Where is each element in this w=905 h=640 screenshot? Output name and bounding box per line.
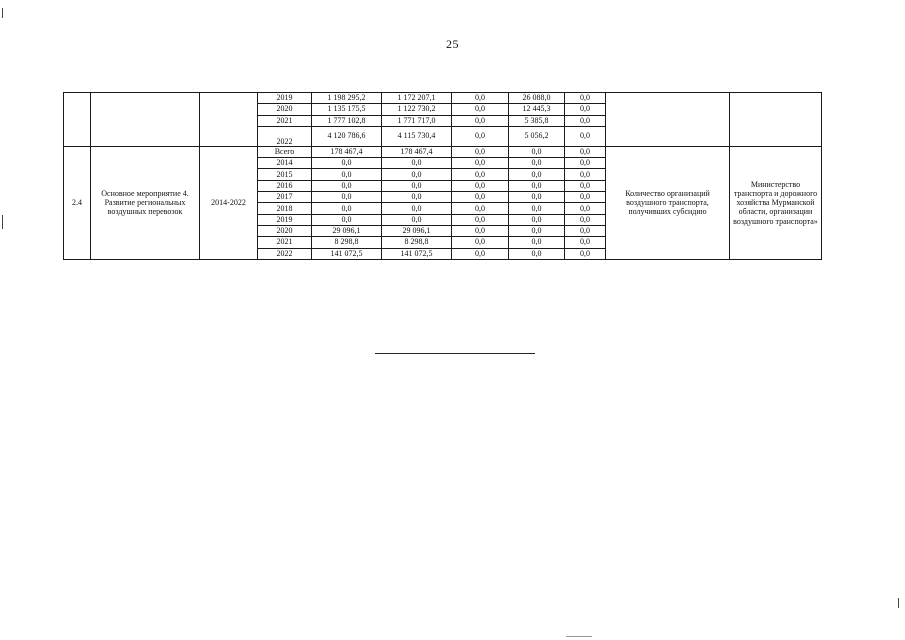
scan-footer-mark [566, 636, 592, 637]
cell-total: 29 096,1 [312, 225, 382, 236]
cell-local: 26 088,0 [509, 93, 565, 104]
activity-name: Основное мероприятие 4. Развитие региональных воздушных перевозок [91, 146, 200, 259]
cell-total: 1 777 102,8 [312, 115, 382, 126]
cell-local: 5 385,8 [509, 115, 565, 126]
cell-federal: 0,0 [452, 158, 509, 169]
cell-local: 0,0 [509, 225, 565, 236]
cell-total: 0,0 [312, 192, 382, 203]
cell-federal: 0,0 [452, 104, 509, 115]
cell-regional: 178 467,4 [382, 146, 452, 157]
cell-other: 0,0 [565, 180, 606, 191]
cell-regional: 0,0 [382, 180, 452, 191]
cell-regional: 0,0 [382, 169, 452, 180]
cell-other: 0,0 [565, 214, 606, 225]
scan-margin-mark [2, 215, 3, 229]
cell-year: 2014 [258, 158, 312, 169]
cell-year: 2018 [258, 203, 312, 214]
cell-year: 2016 [258, 180, 312, 191]
cell-other: 0,0 [565, 126, 606, 146]
cell-local: 0,0 [509, 237, 565, 248]
cell-federal: 0,0 [452, 225, 509, 236]
cell-federal: 0,0 [452, 146, 509, 157]
cell-other: 0,0 [565, 169, 606, 180]
cell-total: 178 467,4 [312, 146, 382, 157]
cell-year: 2020 [258, 225, 312, 236]
cell-other: 0,0 [565, 203, 606, 214]
cell-federal: 0,0 [452, 126, 509, 146]
cell-other: 0,0 [565, 158, 606, 169]
activity-executor: Министерство транспорта и дорожного хозяйства Мурманской области, организации воздушного транспорта» [730, 146, 822, 259]
cell-total: 0,0 [312, 214, 382, 225]
cell-total: 141 072,5 [312, 248, 382, 259]
cell-federal: 0,0 [452, 248, 509, 259]
cell-federal: 0,0 [452, 203, 509, 214]
cell-total: 1 135 175,5 [312, 104, 382, 115]
cell-local: 0,0 [509, 248, 565, 259]
scan-margin-mark [898, 598, 899, 608]
activity-period: 2014-2022 [200, 146, 258, 259]
cell-total: 8 298,8 [312, 237, 382, 248]
cell-federal: 0,0 [452, 93, 509, 104]
activity-number: 2.4 [64, 146, 91, 259]
cell-local: 0,0 [509, 169, 565, 180]
cell-period-empty [200, 93, 258, 147]
cell-other: 0,0 [565, 248, 606, 259]
cell-total: 0,0 [312, 180, 382, 191]
cell-local: 0,0 [509, 192, 565, 203]
cell-federal: 0,0 [452, 115, 509, 126]
cell-other: 0,0 [565, 146, 606, 157]
cell-regional: 1 172 207,1 [382, 93, 452, 104]
cell-federal: 0,0 [452, 214, 509, 225]
cell-regional: 29 096,1 [382, 225, 452, 236]
cell-total: 0,0 [312, 203, 382, 214]
cell-regional: 1 122 730,2 [382, 104, 452, 115]
cell-federal: 0,0 [452, 237, 509, 248]
cell-regional: 0,0 [382, 203, 452, 214]
cell-regional: 0,0 [382, 158, 452, 169]
cell-federal: 0,0 [452, 180, 509, 191]
table-row [64, 146, 822, 157]
cell-regional: 1 771 717,0 [382, 115, 452, 126]
cell-other: 0,0 [565, 192, 606, 203]
cell-other: 0,0 [565, 115, 606, 126]
page-number: 25 [446, 37, 459, 51]
cell-total: 1 198 295,2 [312, 93, 382, 104]
cell-total: 4 120 786,6 [312, 126, 382, 146]
cell-local: 0,0 [509, 203, 565, 214]
cell-other: 0,0 [565, 225, 606, 236]
cell-regional: 8 298,8 [382, 237, 452, 248]
cell-year: 2022 [258, 248, 312, 259]
cell-year: 2017 [258, 192, 312, 203]
cell-local: 0,0 [509, 146, 565, 157]
cell-regional: 4 115 730,4 [382, 126, 452, 146]
closing-rule [375, 353, 535, 354]
cell-year: 2022 [258, 126, 312, 146]
cell-regional: 0,0 [382, 214, 452, 225]
cell-name-empty [91, 93, 200, 147]
cell-local: 12 445,3 [509, 104, 565, 115]
cell-year: 2015 [258, 169, 312, 180]
cell-year: 2020 [258, 104, 312, 115]
cell-local: 0,0 [509, 214, 565, 225]
cell-federal: 0,0 [452, 192, 509, 203]
cell-year: 2019 [258, 214, 312, 225]
cell-number-empty [64, 93, 91, 147]
cell-regional: 141 072,5 [382, 248, 452, 259]
cell-local: 5 056,2 [509, 126, 565, 146]
cell-total: 0,0 [312, 158, 382, 169]
cell-year: 2021 [258, 237, 312, 248]
cell-executor-empty [730, 93, 822, 147]
activity-indicator: Количество организаций воздушного транспорта, получивших субсидию [606, 146, 730, 259]
cell-year: 2021 [258, 115, 312, 126]
cell-local: 0,0 [509, 158, 565, 169]
cell-other: 0,0 [565, 237, 606, 248]
cell-other: 0,0 [565, 93, 606, 104]
cell-federal: 0,0 [452, 169, 509, 180]
scan-margin-mark [2, 8, 3, 18]
cell-year: Всего [258, 146, 312, 157]
cell-total: 0,0 [312, 169, 382, 180]
cell-other: 0,0 [565, 104, 606, 115]
table-row [64, 93, 822, 104]
cell-indicator-empty [606, 93, 730, 147]
cell-local: 0,0 [509, 180, 565, 191]
cell-regional: 0,0 [382, 192, 452, 203]
program-table [63, 92, 822, 260]
cell-year: 2019 [258, 93, 312, 104]
